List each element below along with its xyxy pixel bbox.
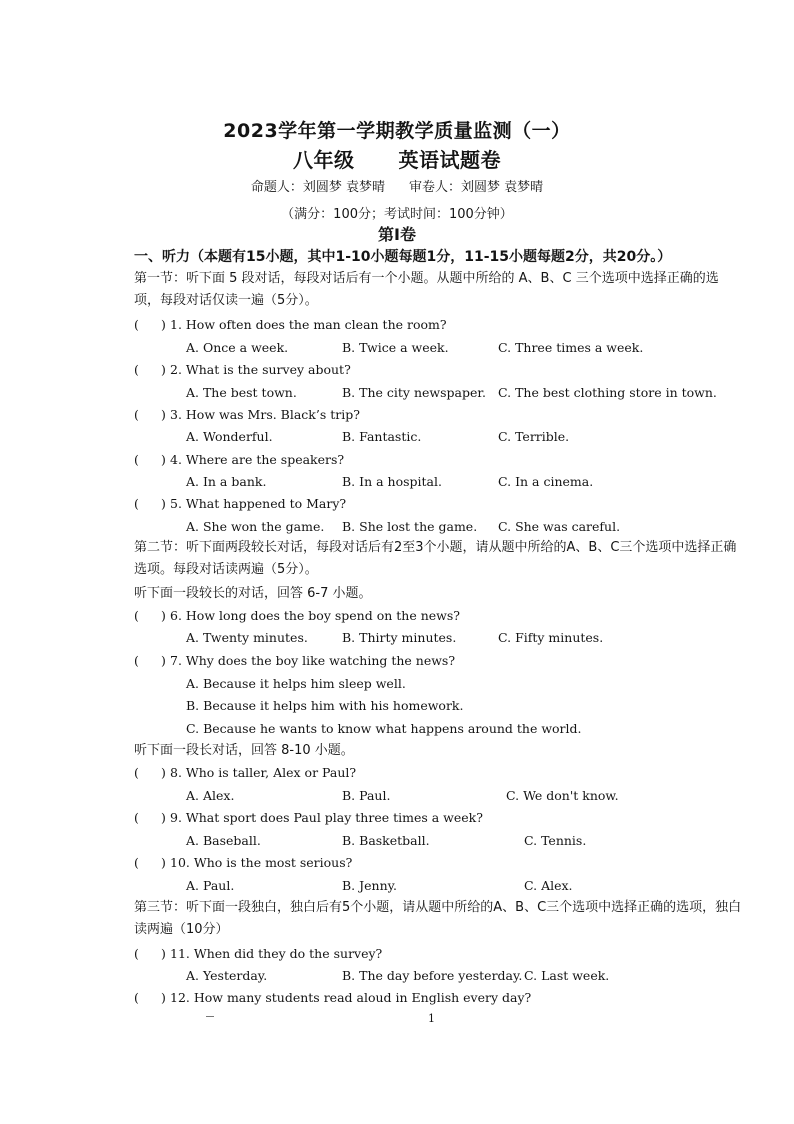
answer-paren-close: ) bbox=[161, 496, 166, 511]
question-5 bbox=[134, 493, 744, 515]
options-10 bbox=[186, 875, 746, 897]
question-stem: 5. What happened to Mary? bbox=[170, 496, 347, 511]
option-c: C. She was careful. bbox=[498, 519, 621, 534]
question-stem: 4. Where are the speakers? bbox=[170, 452, 345, 467]
question-stem: 10. Who is the most serious? bbox=[170, 855, 353, 870]
answer-paren-open: ( bbox=[134, 407, 139, 422]
option-c: C. Last week. bbox=[524, 968, 610, 983]
exam-title: 2023学年第一学期教学质量监测（一） bbox=[223, 120, 571, 142]
listen-6-7-instruction: 听下面一段较长的对话，回答 6-7 小题。 bbox=[134, 586, 372, 601]
question-6 bbox=[134, 605, 744, 627]
option-c: C. The best clothing store in town. bbox=[498, 385, 717, 400]
question-stem: 3. How was Mrs. Black’s trip? bbox=[170, 407, 360, 422]
option-c: C. In a cinema. bbox=[498, 474, 594, 489]
answer-paren-close: ) bbox=[161, 855, 166, 870]
option-a: A. Once a week. bbox=[186, 340, 289, 355]
option-a: A. She won the game. bbox=[186, 519, 325, 534]
scan-mark bbox=[206, 1016, 214, 1017]
option-c: C. Terrible. bbox=[498, 429, 570, 444]
question-10 bbox=[134, 852, 744, 874]
answer-paren-open: ( bbox=[134, 946, 139, 961]
section1-instructions: 第一节：听下面 5 段对话，每段对话后有一个小题。从题中所给的 A、B、C 三个选项中选择正确的选项，每段对话仅读一遍（5分）。 bbox=[134, 271, 719, 308]
answer-paren-open: ( bbox=[134, 496, 139, 511]
option-c: C. Alex. bbox=[524, 878, 573, 893]
answer-paren-close: ) bbox=[161, 452, 166, 467]
option-b: B. The day before yesterday. bbox=[342, 968, 523, 983]
reviewers: 审卷人：刘圆梦 袁梦晴 bbox=[409, 180, 544, 195]
option-a: A. In a bank. bbox=[186, 474, 267, 489]
option-b: B. She lost the game. bbox=[342, 519, 478, 534]
question-11 bbox=[134, 943, 744, 965]
option-a: A. Alex. bbox=[186, 788, 235, 803]
question-stem: 9. What sport does Paul play three times a week? bbox=[170, 810, 483, 825]
answer-paren-open: ( bbox=[134, 855, 139, 870]
option-b: B. Jenny. bbox=[342, 878, 398, 893]
option-b: B. Because it helps him with his homework. bbox=[186, 698, 464, 713]
answer-paren-open: ( bbox=[134, 810, 139, 825]
setters: 命题人：刘圆梦 袁梦晴 bbox=[250, 180, 385, 195]
option-b: B. Fantastic. bbox=[342, 429, 422, 444]
grade-label: 八年级 bbox=[293, 148, 355, 172]
options-4 bbox=[186, 471, 746, 493]
section2-instructions: 第二节：听下面两段较长对话，每段对话后有2至3个小题，请从题中所给的A、B、C三个选项中选择正确选项。每段对话读两遍（5分）。 bbox=[134, 540, 737, 577]
question-stem: 12. How many students read aloud in English every day? bbox=[170, 990, 532, 1005]
question-3 bbox=[134, 404, 744, 426]
question-8 bbox=[134, 762, 744, 784]
question-1 bbox=[134, 314, 744, 336]
answer-paren-open: ( bbox=[134, 990, 139, 1005]
option-a: A. Yesterday. bbox=[186, 968, 268, 983]
answer-paren-close: ) bbox=[161, 653, 166, 668]
listen-8-10-instruction: 听下面一段长对话，回答 8-10 小题。 bbox=[134, 743, 354, 758]
question-stem: 2. What is the survey about? bbox=[170, 362, 351, 377]
option-b: B. The city newspaper. bbox=[342, 385, 486, 400]
options-5 bbox=[186, 516, 746, 538]
option-c: C. We don't know. bbox=[506, 788, 619, 803]
option-b: B. In a hospital. bbox=[342, 474, 442, 489]
option-c: C. Tennis. bbox=[524, 833, 587, 848]
question-stem: 11. When did they do the survey? bbox=[170, 946, 383, 961]
answer-paren-close: ) bbox=[161, 946, 166, 961]
question-stem: 6. How long does the boy spend on the news? bbox=[170, 608, 460, 623]
answer-paren-close: ) bbox=[161, 765, 166, 780]
section3-instructions: 第三节：听下面一段独白，独白后有5个小题，请从题中所给的A、B、C三个选项中选择正确的选项，独白读两遍（10分） bbox=[134, 900, 742, 937]
option-b: B. Twice a week. bbox=[342, 340, 449, 355]
subject-label: 英语试题卷 bbox=[398, 148, 501, 172]
answer-paren-close: ) bbox=[161, 362, 166, 377]
answer-paren-close: ) bbox=[161, 810, 166, 825]
answer-paren-open: ( bbox=[134, 608, 139, 623]
question-4 bbox=[134, 449, 744, 471]
question-stem: 1. How often does the man clean the room? bbox=[170, 317, 447, 332]
answer-paren-open: ( bbox=[134, 362, 139, 377]
option-c: C. Fifty minutes. bbox=[498, 630, 604, 645]
option-b: B. Basketball. bbox=[342, 833, 430, 848]
option-c: C. Because he wants to know what happens around the world. bbox=[186, 721, 582, 736]
answer-paren-open: ( bbox=[134, 317, 139, 332]
question-12 bbox=[134, 987, 744, 1009]
answer-paren-close: ) bbox=[161, 317, 166, 332]
options-1 bbox=[186, 337, 746, 359]
answer-paren-open: ( bbox=[134, 765, 139, 780]
option-c: C. Three times a week. bbox=[498, 340, 644, 355]
options-3 bbox=[186, 426, 746, 448]
question-stem: 7. Why does the boy like watching the news? bbox=[170, 653, 456, 668]
question-7 bbox=[134, 650, 744, 672]
page-number: 1 bbox=[428, 1012, 435, 1025]
answer-paren-close: ) bbox=[161, 608, 166, 623]
option-a: A. The best town. bbox=[186, 385, 297, 400]
options-6 bbox=[186, 627, 746, 649]
answer-paren-open: ( bbox=[134, 653, 139, 668]
question-2 bbox=[134, 359, 744, 381]
setters-line bbox=[0, 176, 794, 195]
option-b: B. Thirty minutes. bbox=[342, 630, 457, 645]
option-a: A. Baseball. bbox=[186, 833, 261, 848]
option-a: A. Twenty minutes. bbox=[186, 630, 308, 645]
options-8 bbox=[186, 785, 746, 807]
score-time: （满分：100分；考试时间：100分钟） bbox=[281, 207, 513, 222]
option-a: A. Paul. bbox=[186, 878, 235, 893]
options-11 bbox=[186, 965, 746, 987]
options-9 bbox=[186, 830, 746, 852]
question-stem: 8. Who is taller, Alex or Paul? bbox=[170, 765, 357, 780]
volume-heading: 第Ⅰ卷 bbox=[378, 225, 416, 244]
answer-paren-open: ( bbox=[134, 452, 139, 467]
option-b: B. Paul. bbox=[342, 788, 391, 803]
answer-paren-close: ) bbox=[161, 990, 166, 1005]
options-2 bbox=[186, 382, 746, 404]
grade-subject-line bbox=[0, 144, 794, 173]
option-a: A. Because it helps him sleep well. bbox=[186, 676, 406, 691]
option-a: A. Wonderful. bbox=[186, 429, 273, 444]
part1-heading: 一、听力（本题有15小题，其中1-10小题每题1分，11-15小题每题2分，共20分。） bbox=[134, 249, 672, 265]
question-9 bbox=[134, 807, 744, 829]
answer-paren-close: ) bbox=[161, 407, 166, 422]
